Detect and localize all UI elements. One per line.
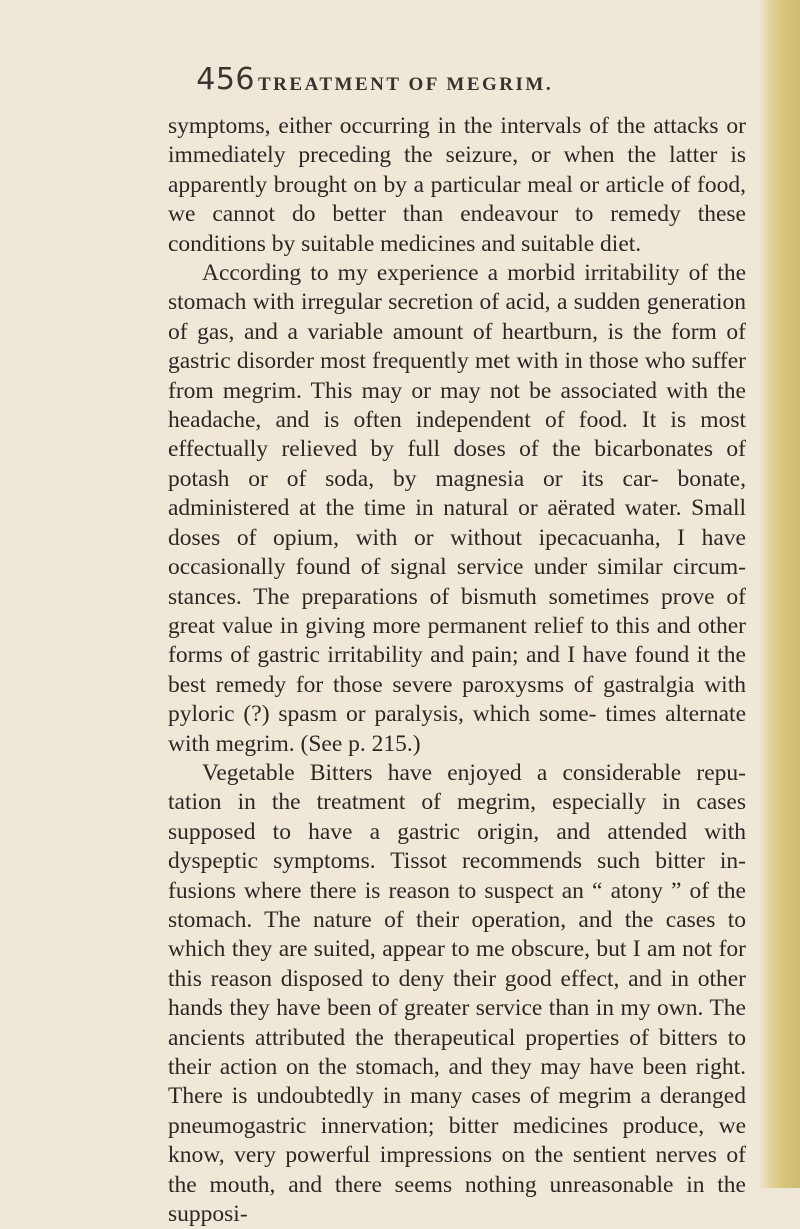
- paragraph-2: According to my experience a morbid irritability of the stomach with irregular secretion of acid, a sudden generation of gas, and a variable amount of heartburn, is the form of gastric disorder most frequently met with in those who suffer from megrim. This may or may not be associated with the headache, and is often independent of food. It is most effectually relieved by full doses of the bicarbonates of potash or of soda, by magnesia or its car- bonate, administered at the time in natural or aërated water. Small doses of opium, with or without ipecacuanha, I have occasionally found of signal service under similar circum- stances. The preparations of bismuth sometimes prove of great value in giving more permanent relief to this and other forms of gastric irritability and pain; and I have found it the best remedy for those severe paroxysms of gastralgia with pyloric (?) spasm or paralysis, which some- times alternate with megrim. (See p. 215.): [168, 260, 746, 757]
- paragraph-1: symptoms, either occurring in the intervals of the attacks or immediately preceding the seizure, or when the latter is apparently brought on by a particular meal or article of food, we cannot do better than endeavour to remedy these conditions by suitable medicines and suitable diet.: [168, 113, 746, 257]
- paragraph-3: Vegetable Bitters have enjoyed a considerable repu- tation in the treatment of megrim, especially in cases supposed to have a gastric origin, and attended with dyspeptic symptoms. Tissot recommends such bitter in- fusions where there is reason to suspect an “ atony ” of the stomach. The nature of their operation, and the cases to which they are suited, appear to me obscure, but I am not for this reason disposed to deny their good effect, and in other hands they have been of greater service than in my own. The ancients attributed the therapeutical properties of bitters to their action on the stomach, and they may have been right. There is undoubtedly in many cases of megrim a deranged pneumogastric innervation; bitter medicines produce, we know, very powerful impressions on the sentient nerves of the mouth, and there seems nothing unreasonable in the supposi-: [168, 759, 746, 1228]
- page-edge-shadow: [758, 0, 800, 1188]
- page-number: 456: [196, 62, 255, 97]
- running-head: TREATMENT OF MEGRIM.: [258, 74, 554, 95]
- body-text: [168, 112, 746, 1229]
